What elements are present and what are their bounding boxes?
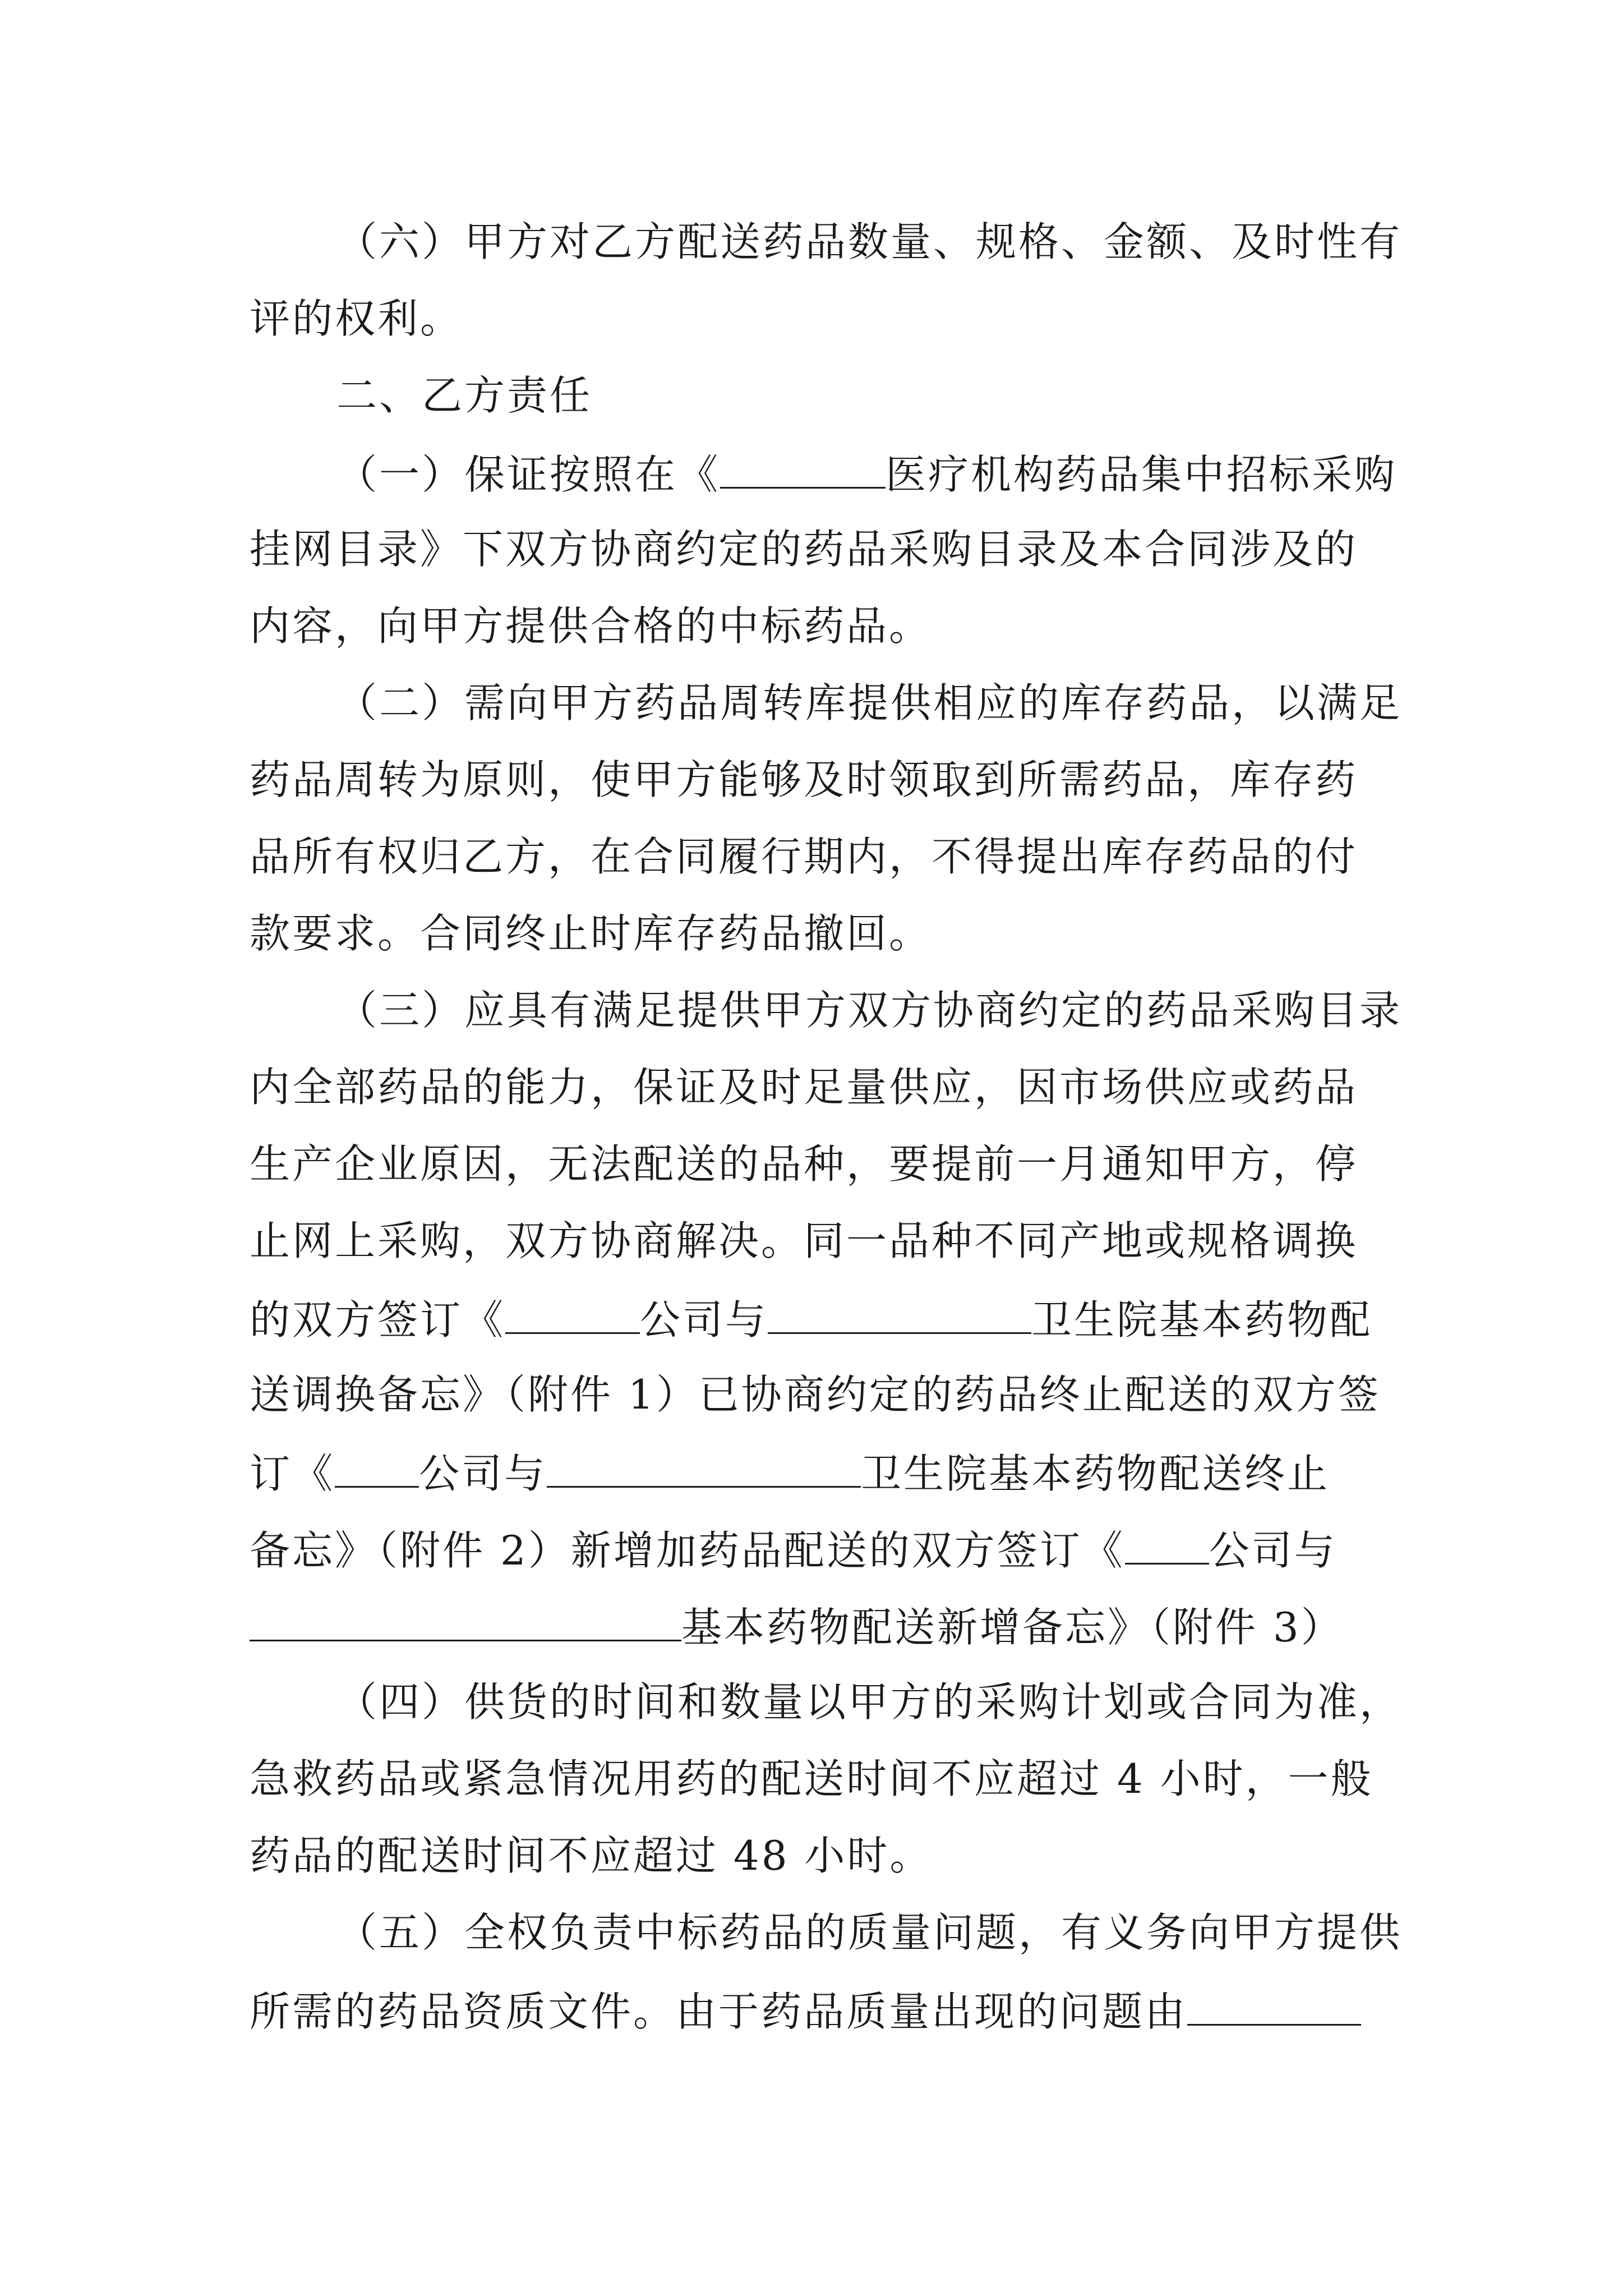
paragraph-line xyxy=(250,1527,1337,1574)
text-run: 备忘》（附件 2）新增加药品配送的双方签订《 xyxy=(250,1527,1125,1574)
fill-in-blank xyxy=(1187,1989,1361,2026)
paragraph-line xyxy=(250,1217,1358,1264)
paragraph-line xyxy=(336,1909,1403,1956)
text-run: 卫生院基本药物配送终止 xyxy=(861,1450,1330,1497)
paragraph-line xyxy=(250,1832,933,1879)
paragraph-line xyxy=(336,1678,1403,1726)
fill-in-blank xyxy=(250,1605,681,1641)
paragraph-line xyxy=(250,1296,1373,1343)
paragraph-line xyxy=(250,602,932,650)
paragraph-line xyxy=(250,1371,1381,1418)
text-run: 内全部药品的能力，保证及时足量供应，因市场供应或药品 xyxy=(250,1064,1358,1111)
fill-in-blank xyxy=(335,1451,419,1488)
text-run: 基本药物配送新增备忘》（附件 3） xyxy=(681,1604,1344,1651)
paragraph-line xyxy=(250,526,1358,573)
text-run: 的双方签订《 xyxy=(250,1296,506,1343)
paragraph-line xyxy=(250,1140,1358,1188)
fill-in-blank xyxy=(768,1297,1031,1334)
text-run: 送调换备忘》（附件 1）已协商约定的药品终止配送的双方签 xyxy=(250,1371,1381,1418)
paragraph-line xyxy=(250,1604,1344,1651)
text-run: （三）应具有满足提供甲方双方协商约定的药品采购目录 xyxy=(336,987,1403,1034)
fill-in-blank xyxy=(547,1451,861,1488)
paragraph-line xyxy=(250,833,1358,880)
text-run: 所需的药品资质文件。由于药品质量出现的问题由 xyxy=(250,1988,1188,2035)
paragraph-line xyxy=(250,756,1358,803)
text-run: （一）保证按照在《 xyxy=(336,451,721,498)
paragraph-line xyxy=(250,1988,1361,2035)
paragraph-line xyxy=(336,679,1403,726)
text-run: 内容，向甲方提供合格的中标药品。 xyxy=(250,602,932,650)
text-run: 订《 xyxy=(250,1450,335,1497)
text-run: 二、乙方责任 xyxy=(336,372,593,419)
paragraph-line xyxy=(250,910,932,957)
text-run: （六）甲方对乙方配送药品数量、规格、金额、及时性有 xyxy=(336,218,1403,265)
text-run: （二）需向甲方药品周转库提供相应的库存药品，以满足 xyxy=(336,679,1403,726)
fill-in-blank xyxy=(505,1297,640,1334)
text-run: 药品周转为原则，使甲方能够及时领取到所需药品，库存药 xyxy=(250,756,1358,803)
text-run: 药品的配送时间不应超过 48 小时。 xyxy=(250,1832,933,1879)
section-heading xyxy=(336,372,593,419)
paragraph-line xyxy=(250,1064,1358,1111)
fill-in-blank xyxy=(720,452,886,489)
text-run: 公司与 xyxy=(1209,1527,1337,1574)
fill-in-blank xyxy=(1125,1528,1209,1565)
paragraph-line xyxy=(250,1755,1373,1802)
text-run: 款要求。合同终止时库存药品撤回。 xyxy=(250,910,932,957)
paragraph-line xyxy=(250,1450,1330,1497)
text-run: 公司与 xyxy=(419,1450,547,1497)
text-run: 生产企业原因，无法配送的品种，要提前一月通知甲方，停 xyxy=(250,1140,1358,1188)
text-run: 挂网目录》下双方协商约定的药品采购目录及本合同涉及的 xyxy=(250,526,1358,573)
paragraph-line xyxy=(250,295,463,342)
paragraph-line xyxy=(336,218,1403,265)
text-run: 医疗机构药品集中招标采购 xyxy=(886,451,1398,498)
text-run: 公司与 xyxy=(640,1296,768,1343)
text-run: 品所有权归乙方，在合同履行期内，不得提出库存药品的付 xyxy=(250,833,1358,880)
text-run: （五）全权负责中标药品的质量问题，有义务向甲方提供 xyxy=(336,1909,1403,1956)
text-run: 急救药品或紧急情况用药的配送时间不应超过 4 小时，一般 xyxy=(250,1755,1373,1802)
text-run: 评的权利。 xyxy=(250,295,463,342)
paragraph-line xyxy=(336,451,1398,498)
text-run: （四）供货的时间和数量以甲方的采购计划或合同为准， xyxy=(336,1678,1403,1726)
text-run: 止网上采购，双方协商解决。同一品种不同产地或规格调换 xyxy=(250,1217,1358,1264)
paragraph-line xyxy=(336,987,1403,1034)
text-run: 卫生院基本药物配 xyxy=(1031,1296,1373,1343)
